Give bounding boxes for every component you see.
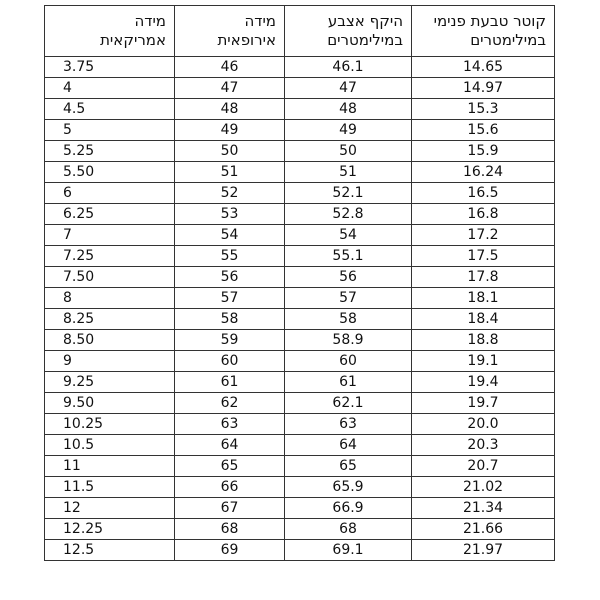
eu-size-cell: 62 — [175, 393, 285, 414]
header-eu-size-line2: אירופאית — [217, 31, 276, 49]
eu-size-cell: 60 — [175, 351, 285, 372]
table-row — [45, 309, 555, 330]
inner-diameter-cell: 20.0 — [412, 414, 555, 435]
us-size-cell: 4 — [45, 78, 175, 99]
ring-size-table — [44, 5, 555, 561]
inner-diameter-cell: 16.24 — [412, 162, 555, 183]
table-row — [45, 414, 555, 435]
us-size-cell: 6.25 — [45, 204, 175, 225]
table-row — [45, 456, 555, 477]
eu-size-cell: 68 — [175, 519, 285, 540]
eu-size-cell: 54 — [175, 225, 285, 246]
us-size-cell: 9.25 — [45, 372, 175, 393]
table-row — [45, 498, 555, 519]
us-size-cell: 12.25 — [45, 519, 175, 540]
eu-size-cell: 53 — [175, 204, 285, 225]
us-size-cell: 5 — [45, 120, 175, 141]
us-size-cell: 12 — [45, 498, 175, 519]
inner-diameter-cell: 20.3 — [412, 435, 555, 456]
finger-circumference-cell: 55.1 — [285, 246, 412, 267]
inner-diameter-cell: 15.9 — [412, 141, 555, 162]
finger-circumference-cell: 52.1 — [285, 183, 412, 204]
header-finger-circumference-line2: במילימטרים — [327, 31, 403, 49]
eu-size-cell: 61 — [175, 372, 285, 393]
ring-size-table-container — [44, 5, 554, 561]
inner-diameter-cell: 19.7 — [412, 393, 555, 414]
finger-circumference-cell: 54 — [285, 225, 412, 246]
finger-circumference-cell: 68 — [285, 519, 412, 540]
table-row — [45, 288, 555, 309]
us-size-cell: 5.50 — [45, 162, 175, 183]
us-size-cell: 4.5 — [45, 99, 175, 120]
finger-circumference-cell: 62.1 — [285, 393, 412, 414]
us-size-cell: 8 — [45, 288, 175, 309]
eu-size-cell: 51 — [175, 162, 285, 183]
table-row — [45, 351, 555, 372]
eu-size-cell: 48 — [175, 99, 285, 120]
table-row — [45, 435, 555, 456]
us-size-cell: 9.50 — [45, 393, 175, 414]
finger-circumference-cell: 57 — [285, 288, 412, 309]
inner-diameter-cell: 14.65 — [412, 57, 555, 78]
inner-diameter-cell: 21.34 — [412, 498, 555, 519]
table-body — [45, 57, 555, 561]
us-size-cell: 7 — [45, 225, 175, 246]
table-row — [45, 246, 555, 267]
finger-circumference-cell: 50 — [285, 141, 412, 162]
inner-diameter-cell: 15.3 — [412, 99, 555, 120]
header-us-size-line1: מידה — [134, 12, 166, 30]
table-row — [45, 204, 555, 225]
us-size-cell: 11.5 — [45, 477, 175, 498]
us-size-cell: 11 — [45, 456, 175, 477]
inner-diameter-cell: 21.97 — [412, 540, 555, 561]
table-row — [45, 78, 555, 99]
finger-circumference-cell: 63 — [285, 414, 412, 435]
inner-diameter-cell: 16.8 — [412, 204, 555, 225]
table-row — [45, 57, 555, 78]
table-row — [45, 330, 555, 351]
table-row — [45, 183, 555, 204]
finger-circumference-cell: 58 — [285, 309, 412, 330]
header-us-size — [45, 6, 175, 57]
eu-size-cell: 69 — [175, 540, 285, 561]
finger-circumference-cell: 48 — [285, 99, 412, 120]
eu-size-cell: 63 — [175, 414, 285, 435]
finger-circumference-cell: 66.9 — [285, 498, 412, 519]
inner-diameter-cell: 14.97 — [412, 78, 555, 99]
us-size-cell: 3.75 — [45, 57, 175, 78]
table-row — [45, 477, 555, 498]
table-row — [45, 162, 555, 183]
eu-size-cell: 65 — [175, 456, 285, 477]
inner-diameter-cell: 18.1 — [412, 288, 555, 309]
eu-size-cell: 66 — [175, 477, 285, 498]
us-size-cell: 7.50 — [45, 267, 175, 288]
inner-diameter-cell: 21.02 — [412, 477, 555, 498]
finger-circumference-cell: 56 — [285, 267, 412, 288]
table-row — [45, 120, 555, 141]
header-row — [45, 6, 555, 57]
finger-circumference-cell: 61 — [285, 372, 412, 393]
inner-diameter-cell: 18.8 — [412, 330, 555, 351]
eu-size-cell: 67 — [175, 498, 285, 519]
finger-circumference-cell: 64 — [285, 435, 412, 456]
eu-size-cell: 64 — [175, 435, 285, 456]
inner-diameter-cell: 20.7 — [412, 456, 555, 477]
eu-size-cell: 57 — [175, 288, 285, 309]
header-inner-diameter — [412, 6, 555, 57]
us-size-cell: 12.5 — [45, 540, 175, 561]
header-eu-size-line1: מידה — [244, 12, 276, 30]
eu-size-cell: 47 — [175, 78, 285, 99]
finger-circumference-cell: 47 — [285, 78, 412, 99]
eu-size-cell: 49 — [175, 120, 285, 141]
finger-circumference-cell: 49 — [285, 120, 412, 141]
us-size-cell: 6 — [45, 183, 175, 204]
inner-diameter-cell: 17.8 — [412, 267, 555, 288]
us-size-cell: 10.5 — [45, 435, 175, 456]
header-us-size-line2: אמריקאית — [100, 31, 166, 49]
finger-circumference-cell: 65.9 — [285, 477, 412, 498]
us-size-cell: 5.25 — [45, 141, 175, 162]
header-finger-circumference-line1: היקף אצבע — [327, 12, 403, 30]
table-header — [45, 6, 555, 57]
table-row — [45, 393, 555, 414]
eu-size-cell: 55 — [175, 246, 285, 267]
us-size-cell: 10.25 — [45, 414, 175, 435]
eu-size-cell: 52 — [175, 183, 285, 204]
table-row — [45, 141, 555, 162]
finger-circumference-cell: 69.1 — [285, 540, 412, 561]
finger-circumference-cell: 58.9 — [285, 330, 412, 351]
us-size-cell: 8.25 — [45, 309, 175, 330]
finger-circumference-cell: 46.1 — [285, 57, 412, 78]
finger-circumference-cell: 52.8 — [285, 204, 412, 225]
finger-circumference-cell: 65 — [285, 456, 412, 477]
inner-diameter-cell: 17.5 — [412, 246, 555, 267]
eu-size-cell: 46 — [175, 57, 285, 78]
header-eu-size — [175, 6, 285, 57]
table-row — [45, 519, 555, 540]
finger-circumference-cell: 51 — [285, 162, 412, 183]
inner-diameter-cell: 21.66 — [412, 519, 555, 540]
header-finger-circumference — [285, 6, 412, 57]
table-row — [45, 372, 555, 393]
us-size-cell: 8.50 — [45, 330, 175, 351]
table-row — [45, 225, 555, 246]
header-inner-diameter-line1: קוטר טבעת פנימי — [433, 12, 546, 30]
header-inner-diameter-line2: במילימטרים — [470, 31, 546, 49]
eu-size-cell: 59 — [175, 330, 285, 351]
finger-circumference-cell: 60 — [285, 351, 412, 372]
table-row — [45, 540, 555, 561]
inner-diameter-cell: 18.4 — [412, 309, 555, 330]
table-row — [45, 267, 555, 288]
inner-diameter-cell: 16.5 — [412, 183, 555, 204]
us-size-cell: 7.25 — [45, 246, 175, 267]
us-size-cell: 9 — [45, 351, 175, 372]
eu-size-cell: 58 — [175, 309, 285, 330]
eu-size-cell: 50 — [175, 141, 285, 162]
inner-diameter-cell: 19.4 — [412, 372, 555, 393]
eu-size-cell: 56 — [175, 267, 285, 288]
inner-diameter-cell: 15.6 — [412, 120, 555, 141]
inner-diameter-cell: 19.1 — [412, 351, 555, 372]
inner-diameter-cell: 17.2 — [412, 225, 555, 246]
table-row — [45, 99, 555, 120]
